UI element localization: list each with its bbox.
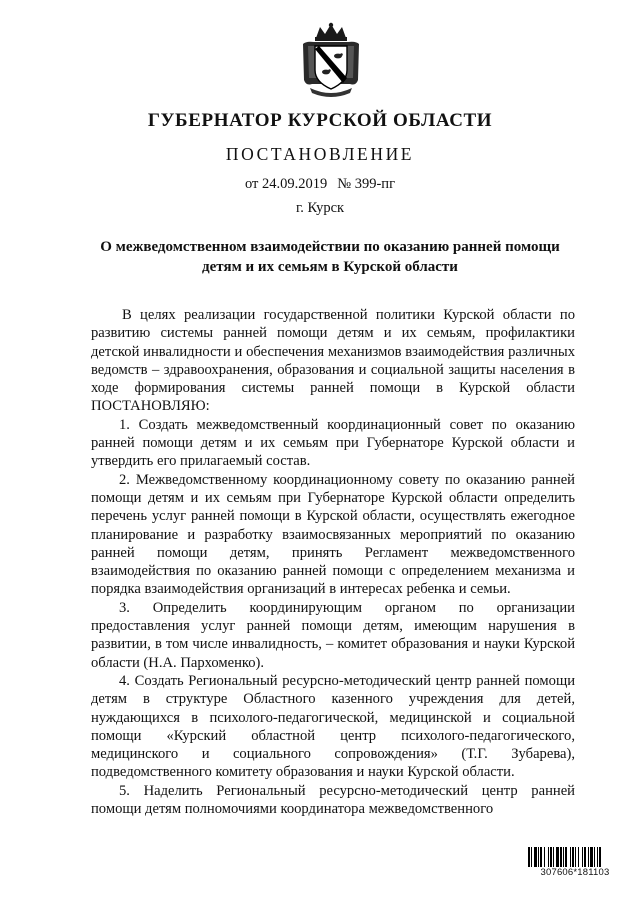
- clause-4-paragraph: 4. Создать Региональный ресурсно-методический центр ранней помощи детям в структуре Областного казенного учреждения для детей, нуждающихся в психолого-педагогической, медицинской и социальной помощи «Курский областной центр психолого-педагогического, медицинского и социального сопровождения» (Т.Г. Зубарева), подведомственного комитету образования и науки Курской области.: [91, 672, 575, 781]
- document-body: [91, 306, 575, 818]
- barcode-bar: [548, 847, 549, 869]
- date-number-line: [0, 176, 640, 193]
- barcode-bar: [578, 847, 579, 869]
- barcode-bar: [584, 847, 586, 869]
- barcode-number: 307606*181103: [527, 867, 623, 878]
- clause-3-paragraph: 3. Определить координирующим органом по организации предоставления услуг ранней помощи детям, имеющим нарушения в развитии, в том числе инвалидность, – комитет образования и науки Курской области (Н.А. Пархоменко).: [91, 599, 575, 671]
- barcode-bar: [534, 847, 537, 869]
- barcode-bar: [570, 847, 571, 869]
- barcode-bars-icon: [527, 847, 623, 869]
- barcode-bar: [560, 847, 562, 869]
- clause-2-paragraph: 2. Межведомственному координационному совету по оказанию ранней помощи детям и их семьям при Губернаторе Курской области определить перечень услуг ранней помощи в Курской области, осуществлять ежегодное планирование и разработку взаимосвязанных мероприятий по оказанию ранней помощи детям, принять Регламент межведомственного взаимодействия по оказанию ранней помощи с определением механизма и порядка взаимодействия организаций в интересах ребенка и семьи.: [91, 471, 575, 598]
- document-subject: О межведомственном взаимодействии по оказанию ранней помощи детям и их семьям в Курской области: [100, 239, 560, 275]
- barcode-bar: [538, 847, 539, 869]
- coat-of-arms-icon: [300, 22, 362, 100]
- barcode-bar: [544, 847, 545, 869]
- clause-1-paragraph: 1. Создать межведомственный координационный совет по оказанию ранней помощи детям и их семьям при Губернаторе Курской области и утвердить его прилагаемый состав.: [91, 416, 575, 470]
- barcode-bar: [540, 847, 542, 869]
- barcode-bar: [528, 847, 530, 869]
- barcode-bar: [597, 847, 598, 869]
- document-type: ПОСТАНОВЛЕНИЕ: [225, 144, 415, 164]
- barcode-bar: [556, 847, 559, 869]
- barcode-bar: [599, 847, 601, 869]
- barcode-bar: [590, 847, 593, 869]
- barcode-bar: [594, 847, 595, 869]
- document-date: от 24.09.2019: [244, 176, 328, 192]
- document-number: № 399-пг: [337, 176, 396, 192]
- barcode: [527, 847, 623, 881]
- barcode-bar: [531, 847, 532, 869]
- coat-of-arms-graphic: [300, 22, 362, 100]
- barcode-bar: [572, 847, 574, 869]
- barcode-bar: [550, 847, 552, 869]
- barcode-bar: [563, 847, 564, 869]
- barcode-bar: [553, 847, 554, 869]
- barcode-bar: [565, 847, 567, 869]
- barcode-bar: [575, 847, 576, 869]
- document-city: г. Курск: [295, 200, 345, 216]
- barcode-bar: [582, 847, 583, 869]
- preamble-paragraph: В целях реализации государственной политики Курской области по развитию системы ранней помощи детям и их семьям, профилактики детской инвалидности и обеспечения механизмов взаимодействия различных ведомств – здравоохранения, образования и социальной защиты населения в ходе формирования системы ранней помощи в Курской области ПОСТАНОВЛЯЮ:: [91, 307, 575, 415]
- barcode-bar: [588, 847, 589, 869]
- clause-5-paragraph: 5. Наделить Региональный ресурсно-методический центр ранней помощи детям полномочиями координатора межведомственного: [91, 782, 575, 818]
- authority-title: ГУБЕРНАТОР КУРСКОЙ ОБЛАСТИ: [147, 110, 493, 131]
